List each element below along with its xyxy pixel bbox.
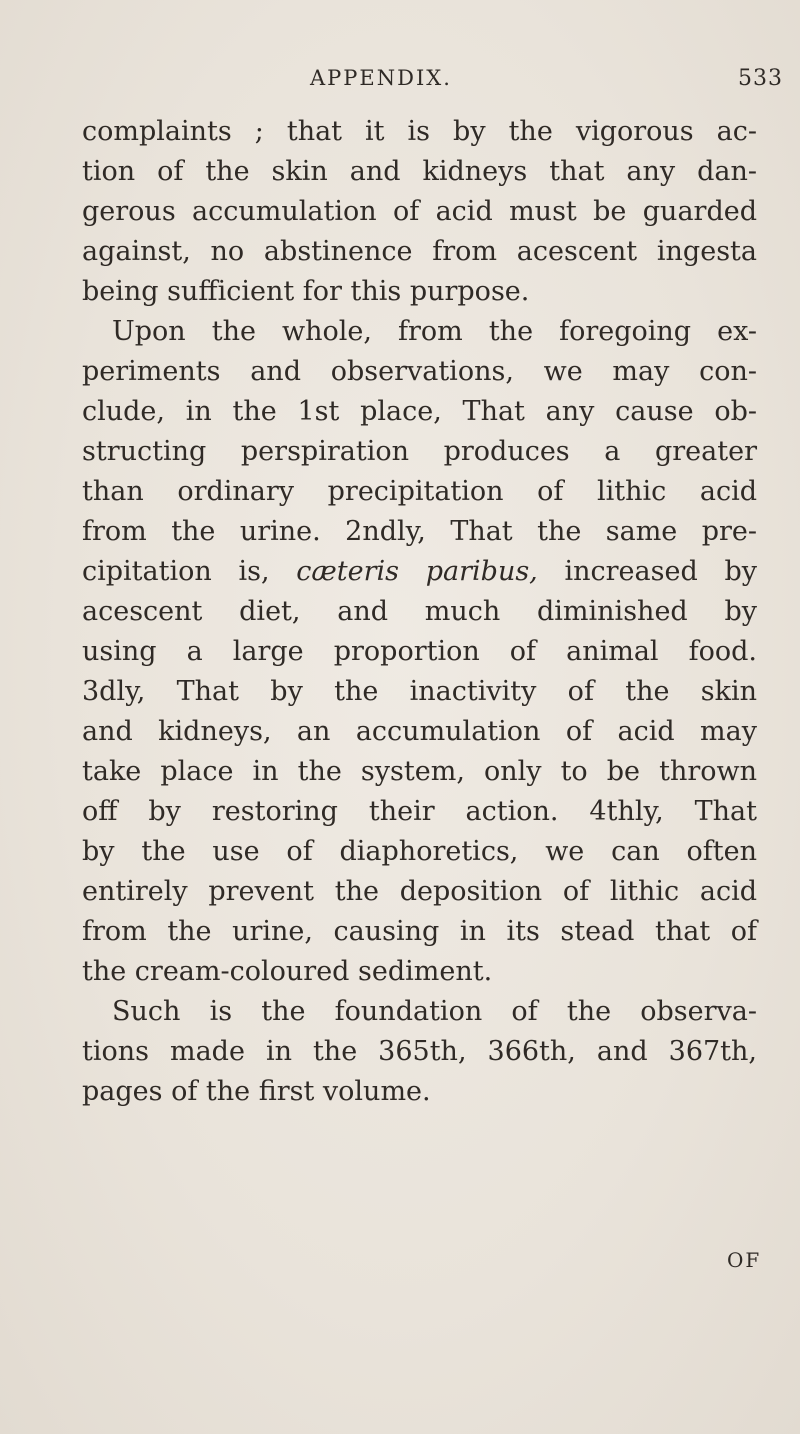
- italic-phrase: cæteris paribus,: [296, 556, 538, 587]
- running-title: APPENDIX.: [310, 66, 452, 90]
- text-line: by the use of diaphoretics, we can often: [82, 836, 757, 867]
- text-line: and kidneys, an accumulation of acid may: [82, 716, 757, 747]
- text-line: structing perspiration produces a greater: [82, 436, 757, 467]
- text-line: than ordinary precipitation of lithic acid: [82, 476, 757, 507]
- text-line: Such is the foundation of the observa-: [112, 996, 757, 1027]
- text-line: the cream-coloured sediment.: [82, 956, 493, 987]
- text-line: [82, 552, 757, 592]
- text-line: tion of the skin and kidneys that any dan-: [82, 156, 757, 187]
- text-line: 3dly, That by the inactivity of the skin: [82, 676, 757, 707]
- running-header: [0, 66, 800, 100]
- text-line: using a large proportion of animal food.: [82, 636, 757, 667]
- text-line: being sufficient for this purpose.: [82, 276, 530, 307]
- text-line: against, no abstinence from acescent ingesta: [82, 236, 757, 267]
- text-line: pages of the first volume.: [82, 1076, 431, 1107]
- text-line: complaints ; that it is by the vigorous ac-: [82, 116, 757, 147]
- text-line: periments and observations, we may con-: [82, 356, 757, 387]
- text-line: tions made in the 365th, 366th, and 367th,: [82, 1036, 757, 1067]
- text-line-start: cipitation is,: [82, 556, 297, 587]
- text-line-end: increased by: [537, 556, 757, 587]
- text-line: entirely prevent the deposition of lithic acid: [82, 876, 757, 907]
- text-line: clude, in the 1st place, That any cause ob-: [82, 396, 757, 427]
- text-line: from the urine, causing in its stead that of: [82, 916, 757, 947]
- text-line: Upon the whole, from the foregoing ex-: [112, 316, 757, 347]
- catchword: OF: [727, 1248, 762, 1272]
- text-line: gerous accumulation of acid must be guarded: [82, 196, 757, 227]
- text-line: take place in the system, only to be thrown: [82, 756, 757, 787]
- text-line: acescent diet, and much diminished by: [82, 596, 757, 627]
- text-line: from the urine. 2ndly, That the same pre-: [82, 516, 757, 547]
- text-line: off by restoring their action. 4thly, That: [82, 796, 757, 827]
- page-number: 533: [738, 66, 783, 91]
